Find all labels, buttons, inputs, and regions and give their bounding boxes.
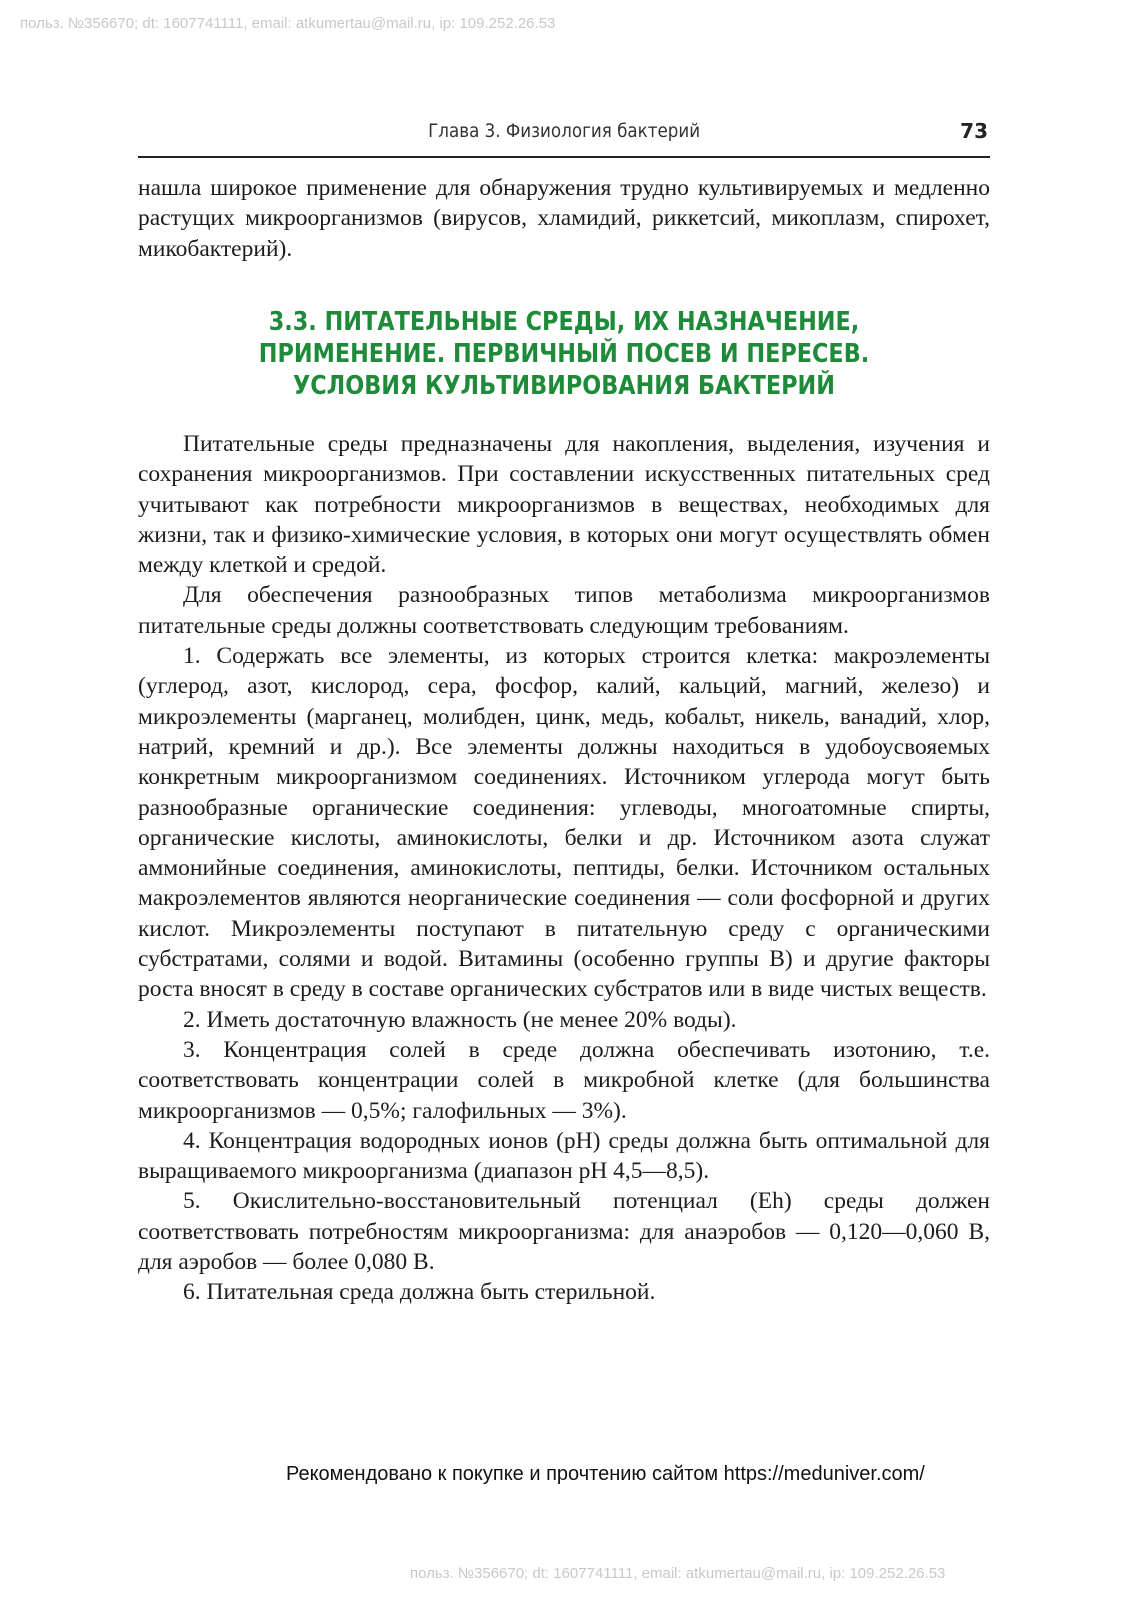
requirement-item-1: 1. Содержать все элементы, из которых строится клетка: макроэлементы (углерод, азот, кислород, сера, фосфор, калий, кальций, магний, железо) и микроэлементы (марганец, молибден, цинк, медь, кобальт, никель, ванадий, хлор, натрий, кремний и др.). Все элементы должны находиться в удобоусвояемых конкретным микроорганизмом соединениях. Источником углерода могут быть разнообразные органические соединения: углеводы, многоатомные спирты, органические кислоты, аминокислоты, белки и др. Источником азота служат аммонийные соединения, аминокислоты, пептиды, белки. Источником остальных макроэлементов являются неорганические соединения — соли фосфорной и других кислот. Микроэлементы поступают в питательную среду с органическими субстратами, солями и водой. Витамины (особенно группы В) и другие факторы роста вносят в среду в составе органических субстратов или в виде чистых веществ. (138, 643, 990, 1003)
section-heading-line-1: 3.3. ПИТАТЕЛЬНЫЕ СРЕДЫ, ИХ НАЗНАЧЕНИЕ, (268, 307, 860, 337)
requirement-item-2: 2. Иметь достаточную влажность (не менее 20% воды). (183, 1006, 737, 1033)
requirement-item-6: 6. Питательная среда должна быть стерильной. (183, 1279, 656, 1306)
running-title: Глава 3. Физиология бактерий (427, 120, 700, 142)
section-body (138, 429, 990, 1308)
paragraph-requirements: Для обеспечения разнообразных типов метаболизма микроорганизмов питательные среды должны соответствовать следующим требованиям. (138, 582, 990, 639)
requirement-item-5: 5. Окислительно-восстановительный потенциал (Eh) среды должен соответствовать потребностям микроорганизма: для анаэробов — 0,120—0,060 В, для аэробов — более 0,080 В. (138, 1188, 990, 1276)
watermark-bottom: польз. №356670; dt: 1607741111, email: atkumertau@mail.ru, ip: 109.252.26.53 (410, 1565, 946, 1582)
running-header (138, 116, 990, 158)
page-number: 73 (960, 119, 988, 143)
section-heading-line-3: УСЛОВИЯ КУЛЬТИВИРОВАНИЯ БАКТЕРИЙ (293, 371, 835, 401)
section-heading-line-2: ПРИМЕНЕНИЕ. ПЕРВИЧНЫЙ ПОСЕВ И ПЕРЕСЕВ. (258, 339, 870, 369)
continuation-paragraph: нашла широкое применение для обнаружения трудно культивируемых и медленно растущих микроорганизмов (вирусов, хламидий, риккетсий, микоплазм, спирохет, микобактерий). (138, 175, 990, 262)
paragraph-intro: Питательные среды предназначены для накопления, выделения, изучения и сохранения микроорганизмов. При составлении искусственных питательных сред учитывают как потребности микроорганизмов в веществах, необходимых для жизни, так и физико-химические условия, в которых они могут осуществлять обмен между клеткой и средой. (138, 431, 990, 579)
requirement-item-3: 3. Концентрация солей в среде должна обеспечивать изотонию, т.е. соответствовать концентрации солей в микробной клетке (для большинства микроорганизмов — 0,5%; галофильных — 3%). (138, 1036, 990, 1124)
recommendation-footer: Рекомендовано к покупке и прочтению сайтом https://meduniver.com/ (286, 1463, 925, 1485)
continuation-block (138, 173, 990, 264)
section-heading (138, 306, 990, 402)
requirement-item-4: 4. Концентрация водородных ионов (рН) среды должна быть оптимальной для выращиваемого микроорганизма (диапазон рН 4,5—8,5). (138, 1127, 990, 1185)
watermark-top: польз. №356670; dt: 1607741111, email: atkumertau@mail.ru, ip: 109.252.26.53 (20, 15, 556, 32)
